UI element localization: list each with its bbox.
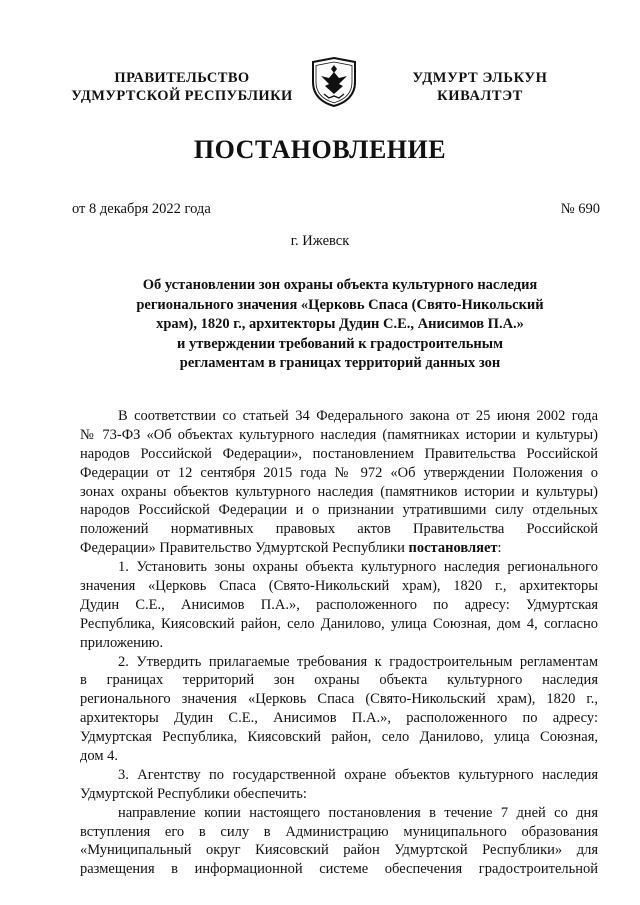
body-line <box>80 634 598 653</box>
resolution-keyword: постановляет <box>408 540 498 557</box>
body-line <box>80 577 598 596</box>
body-line-text: № 73-ФЗ «Об объектах культурного наследия (памятниках истории и культуры) <box>80 426 598 443</box>
body-line <box>80 615 598 634</box>
document-city: г. Ижевск <box>290 233 350 249</box>
body-line-text: народов Российской Федерации», постановлением Правительства Российской <box>80 445 598 462</box>
body-line <box>80 785 598 804</box>
document-body <box>80 407 598 879</box>
header-right-line1: УДМУРТ ЭЛЬКУН <box>412 70 548 86</box>
body-line <box>80 464 598 483</box>
body-line-text: В соответствии со статьей 34 Федерального закона от 25 июня 2002 года <box>118 408 598 424</box>
body-line <box>80 766 598 785</box>
body-line <box>80 841 598 860</box>
body-line-text: Удмуртская Республика, Киясовский район, село Данилово, улица Союзная, <box>80 729 598 746</box>
body-line-text: значения «Церковь Спаса (Свято-Никольский храм), 1820 г., архитекторы <box>80 578 598 595</box>
body-line <box>80 823 598 842</box>
body-line-text: вступления его в силу в Администрацию муниципального образования <box>80 823 598 840</box>
body-line <box>80 596 598 615</box>
body-line <box>80 690 598 709</box>
body-line-text: Федерации от 12 сентября 2015 года № 972 «Об утверждении Положения о <box>80 464 598 481</box>
body-line-text: дом 4. <box>80 748 119 765</box>
body-line <box>80 445 598 464</box>
body-line-text: зонах охраны объектов культурного наследия (памятников истории и культуры) <box>80 483 598 500</box>
body-line-text: Дудин С.Е., Анисимов П.А.», расположенного по адресу: Удмуртская <box>80 596 598 613</box>
body-line-text: 2. Утвердить прилагаемые требования к градостроительным регламентам <box>118 653 598 670</box>
body-line-text: регионального значения «Церковь Спаса (Свято-Никольский храм), 1820 г., <box>80 691 598 708</box>
government-name-russian <box>64 69 300 105</box>
body-line-tail: : <box>497 540 502 557</box>
body-line <box>80 520 598 539</box>
body-line <box>80 709 598 728</box>
header-left-line1: ПРАВИТЕЛЬСТВО <box>114 70 250 86</box>
coat-of-arms-icon <box>309 56 359 108</box>
body-line-text: народов Российской Федерации и о признании утратившими силу отдельных <box>80 502 598 519</box>
body-line <box>80 804 598 823</box>
body-line <box>80 653 598 672</box>
body-line <box>80 539 598 558</box>
body-line-text: 3. Агентству по государственной охране объектов культурного наследия <box>118 766 598 783</box>
body-line <box>80 558 598 577</box>
header-right-line2: КИВАЛТЭТ <box>437 88 523 104</box>
body-line <box>80 671 598 690</box>
body-line <box>80 407 598 426</box>
title-line: регламентам в границах территорий данных зон <box>179 355 501 371</box>
body-line-text: направление копии настоящего постановления в течение 7 дней со дня <box>118 804 598 821</box>
body-line-text: размещения в информационной системе обеспечения градостроительной <box>80 861 598 878</box>
body-line <box>80 728 598 747</box>
body-line-text: Республика, Киясовский район, село Данилово, улица Союзная, дом 4, согласно <box>80 615 598 632</box>
document-type: ПОСТАНОВЛЕНИЕ <box>193 135 447 164</box>
document-title <box>110 276 570 374</box>
title-line: и утверждении требований к градостроительным <box>177 335 503 352</box>
title-line: Об установлении зон охраны объекта культурного наследия <box>142 277 538 293</box>
body-line-text: положений нормативных правовых актов Правительства Российской <box>80 521 598 538</box>
body-line-text: «Муниципальный округ Киясовский район Удмуртской Республики» для <box>80 842 598 859</box>
body-line-text: в границах территорий зон охраны объекта культурного наследия <box>80 672 598 689</box>
body-line-text: архитекторы Дудин С.Е., Анисимов П.А.», расположенного по адресу: <box>80 710 598 727</box>
body-line-text: 1. Установить зоны охраны объекта культурного наследия регионального <box>118 559 598 576</box>
body-line <box>80 747 598 766</box>
document-date: от 8 декабря 2022 года <box>72 201 211 217</box>
title-line: храм), 1820 г., архитекторы Дудин С.Е., Анисимов П.А.» <box>156 316 524 332</box>
government-name-udmurt <box>380 69 580 105</box>
header-left-line2: УДМУРТСКОЙ РЕСПУБЛИКИ <box>71 88 293 104</box>
body-line-text: приложению. <box>80 634 164 651</box>
body-line <box>80 483 598 502</box>
body-line-text: Удмуртской Республики обеспечить: <box>80 785 307 802</box>
document-number: № 690 <box>560 201 600 217</box>
body-line-text: Федерации» Правительство Удмуртской Республики <box>80 540 409 557</box>
body-line <box>80 501 598 520</box>
title-line: регионального значения «Церковь Спаса (Свято-Никольский <box>136 296 544 313</box>
body-line <box>80 426 598 445</box>
body-line <box>80 860 598 879</box>
